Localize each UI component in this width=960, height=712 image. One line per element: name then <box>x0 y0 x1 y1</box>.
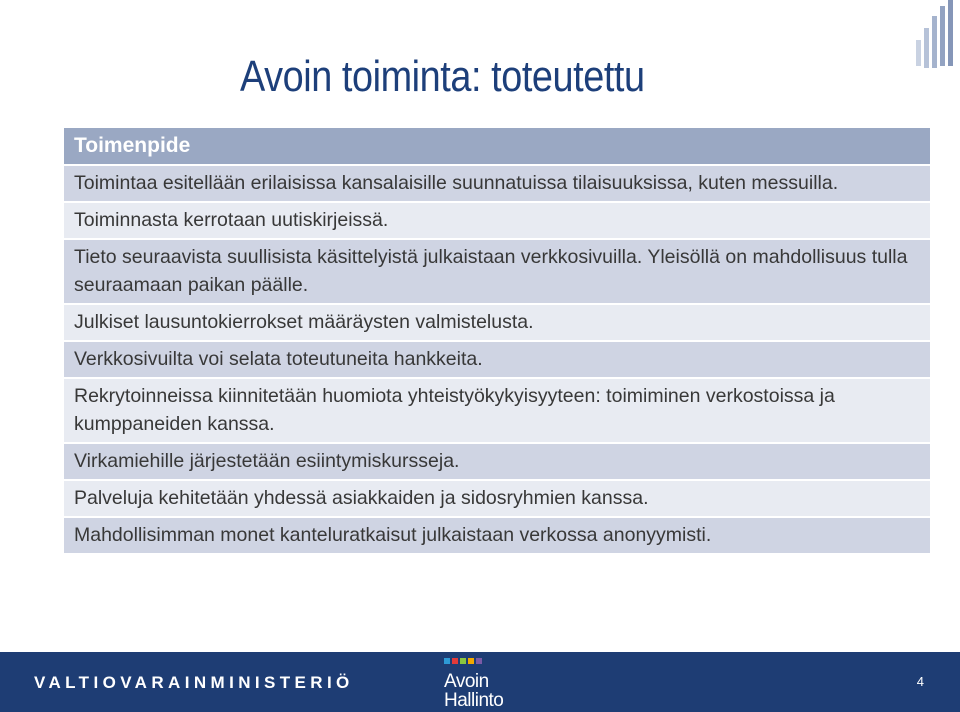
row-text: Mahdollisimman monet kanteluratkaisut julkaistaan verkossa anonyymisti. <box>74 524 712 546</box>
table-row <box>64 305 930 342</box>
table-row <box>64 518 930 555</box>
table-row <box>64 203 930 240</box>
row-text: Tieto seuraavista suullisista käsittelyistä julkaistaan verkkosivuilla. Yleisöllä on mahdollisuus tulla seuraamaan paikan päälle. <box>74 246 908 296</box>
row-text: Toimintaa esitellään erilaisissa kansalaisille suunnatuissa tilaisuuksissa, kuten messuilla. <box>74 172 839 194</box>
logo-line-1: Avoin <box>444 671 489 692</box>
page-number: 4 <box>916 674 924 689</box>
table-row <box>64 240 930 305</box>
table-row <box>64 444 930 481</box>
table-row <box>64 379 930 444</box>
table-row <box>64 342 930 379</box>
slide-title: Avoin toiminta: toteutettu <box>240 52 645 101</box>
table-header <box>64 128 930 166</box>
row-text: Verkkosivuilta voi selata toteutuneita hankkeita. <box>74 348 483 370</box>
logo-line-2: Hallinto <box>444 690 504 711</box>
row-text: Rekrytoinneissa kiinnitetään huomiota yhteistyökykyisyyteen: toimiminen verkostoissa ja kumppaneiden kanssa. <box>74 385 835 435</box>
measures-table <box>64 128 930 555</box>
table-row <box>64 166 930 203</box>
logo-color-bars-icon <box>444 658 482 666</box>
logo-text <box>444 672 503 710</box>
corner-bar-logo-icon <box>900 0 960 80</box>
row-text: Palveluja kehitetään yhdessä asiakkaiden ja sidosryhmien kanssa. <box>74 487 649 509</box>
footer-bar <box>0 652 960 712</box>
row-text: Julkiset lausuntokierrokset määräysten valmistelusta. <box>74 311 534 333</box>
row-text: Toiminnasta kerrotaan uutiskirjeissä. <box>74 209 389 231</box>
table-row <box>64 481 930 518</box>
avoin-hallinto-logo <box>444 658 514 712</box>
row-text: Virkamiehille järjestetään esiintymiskursseja. <box>74 450 460 472</box>
ministry-name: VALTIOVARAINMINISTERIÖ <box>34 673 354 692</box>
table-header-label: Toimenpide <box>74 134 191 157</box>
